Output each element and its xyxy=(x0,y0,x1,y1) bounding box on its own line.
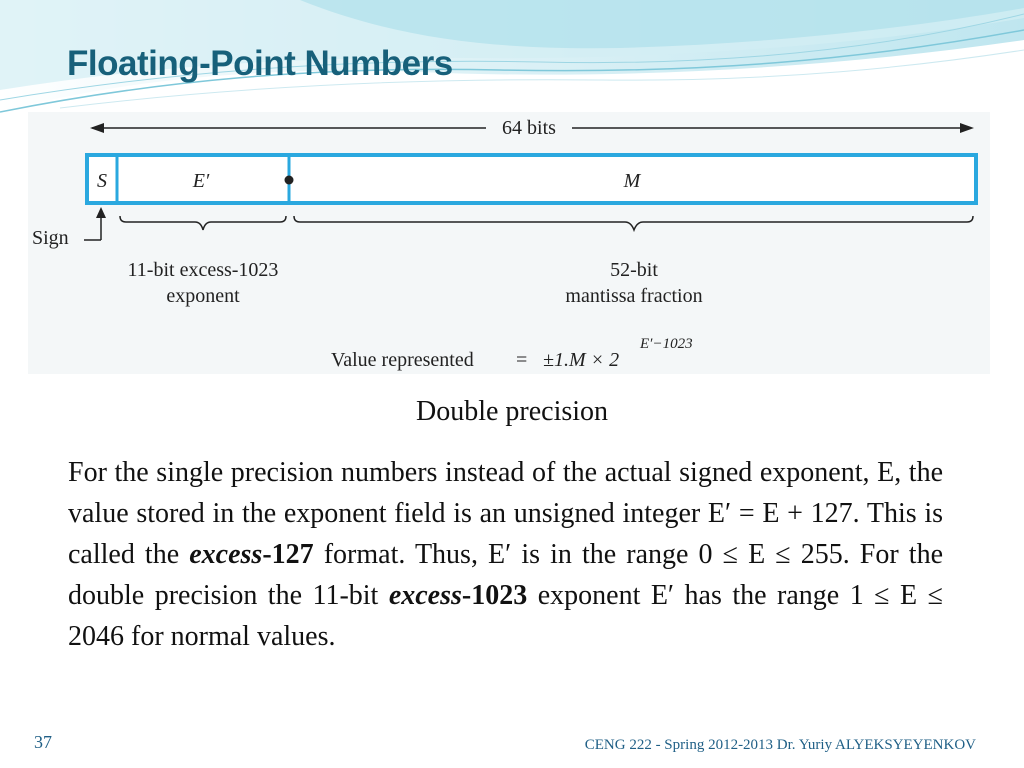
value-exponent: E′−1023 xyxy=(640,336,693,352)
value-expression: ±1.M × 2 xyxy=(543,349,620,371)
field-s: S xyxy=(97,170,107,192)
body-text-part2: format. Thus, E′ is in the range 0 ≤ E ≤ 255. For the double precision the 11-bit xyxy=(68,539,943,611)
double-precision-diagram xyxy=(28,112,990,374)
body-em1-italic: excess xyxy=(189,539,263,570)
body-text-part1: For the single precision numbers instead of the actual signed exponent, E, the value stored in the exponent field is an unsigned integer E′ = E + 127. This is called the xyxy=(68,457,943,570)
binary-point xyxy=(285,176,294,185)
body-paragraph xyxy=(68,452,943,657)
exponent-label-line2: exponent xyxy=(166,285,240,307)
slide-title: Floating-Point Numbers xyxy=(67,44,453,83)
field-e: E′ xyxy=(192,170,210,192)
mantissa-brace xyxy=(294,216,973,230)
bit-field-box xyxy=(87,155,976,203)
field-m: M xyxy=(623,170,641,192)
body-em1-num: -127 xyxy=(262,539,314,570)
exponent-brace xyxy=(120,216,286,230)
page-number: 37 xyxy=(34,732,52,752)
slide-footer: CENG 222 - Spring 2012-2013 Dr. Yuriy ALYEKSYEYENKOV xyxy=(584,737,976,753)
diagram-caption: Double precision xyxy=(415,396,609,427)
body-em2-num: -1023 xyxy=(461,580,528,611)
value-represented-label: Value represented xyxy=(331,349,474,371)
body-em2-italic: excess xyxy=(388,580,462,611)
exponent-label-line1: 11-bit excess-1023 xyxy=(127,259,279,281)
sign-label: Sign xyxy=(32,227,69,249)
mantissa-label-line1: 52-bit xyxy=(610,259,658,281)
body-text-part3: exponent E′ has the range 1 ≤ E ≤ 2046 for normal values. xyxy=(68,580,943,652)
value-equals: = xyxy=(516,349,528,371)
total-bits-label: 64 bits xyxy=(502,117,556,139)
mantissa-label-line2: mantissa fraction xyxy=(565,285,703,307)
